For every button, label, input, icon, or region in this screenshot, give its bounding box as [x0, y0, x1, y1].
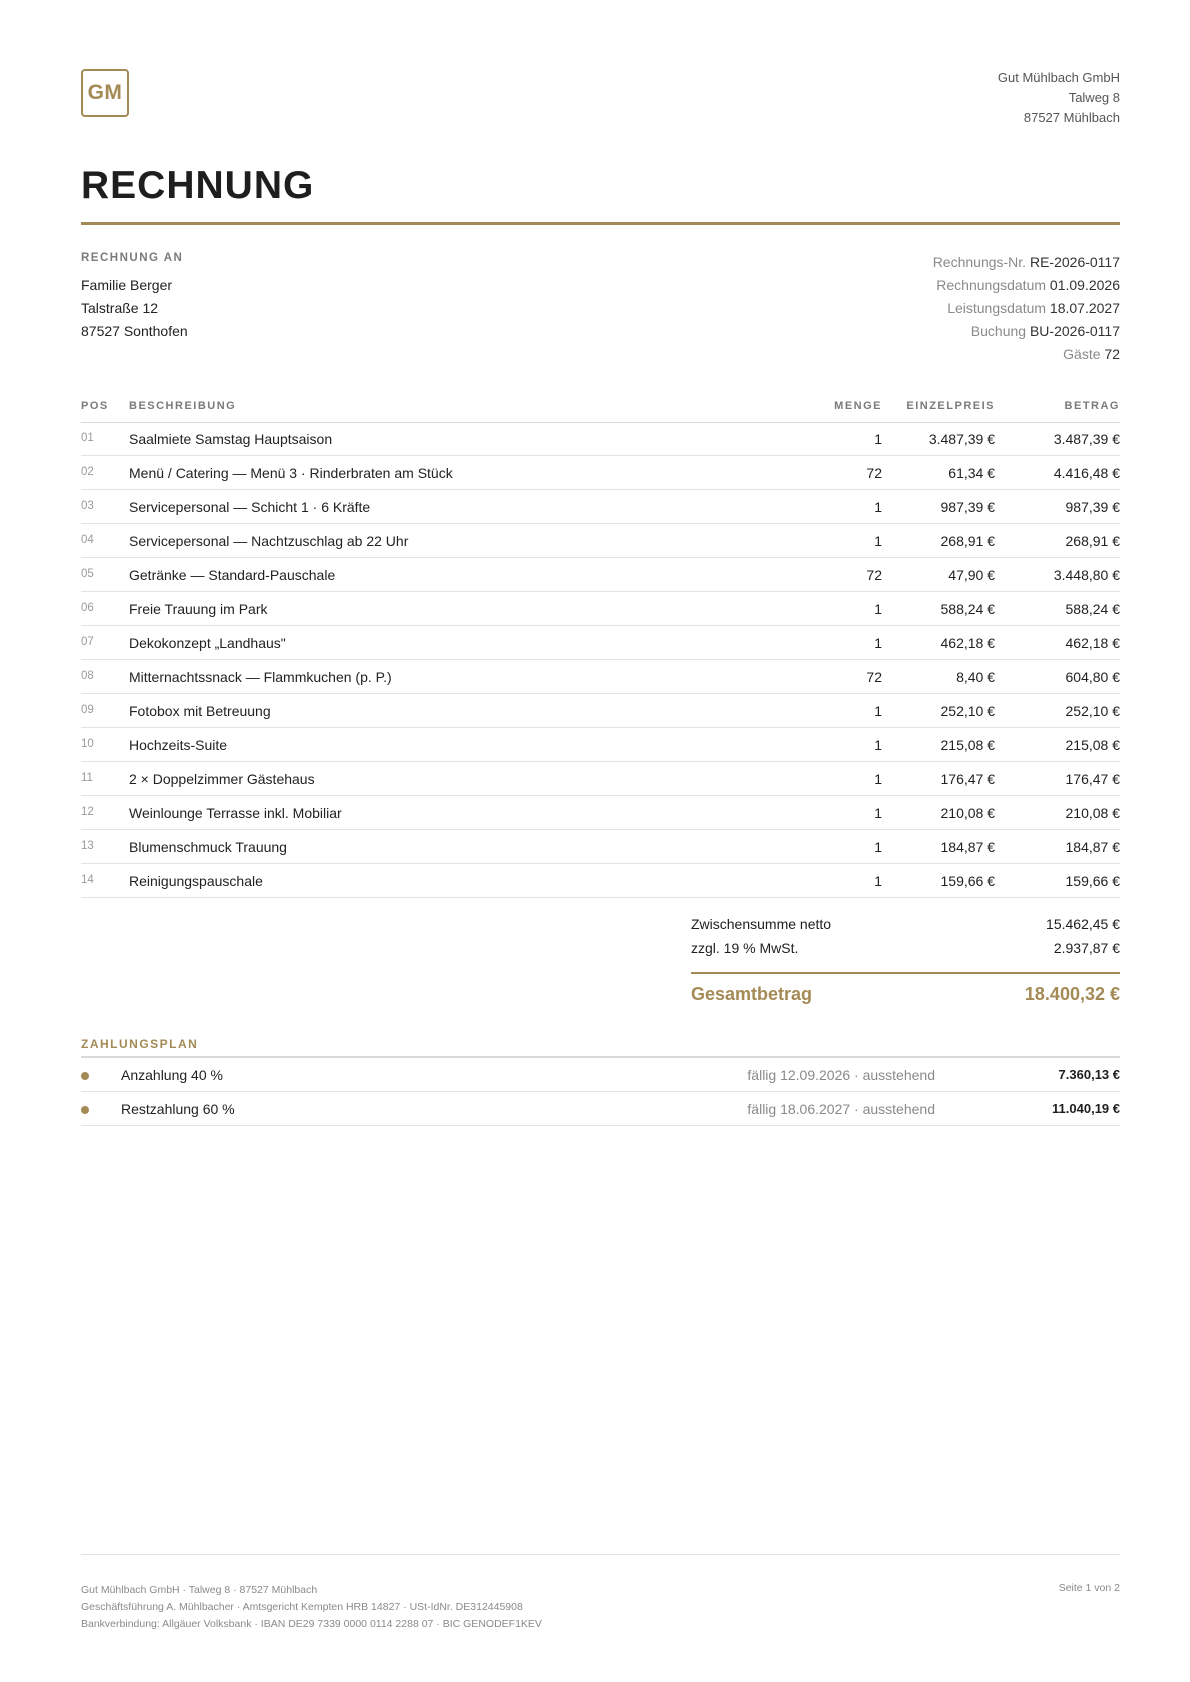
row-description: Mitternachtssnack — Flammkuchen (p. P.)	[129, 669, 392, 685]
row-unit-price: 588,24 €	[940, 601, 995, 617]
title-divider	[81, 222, 1120, 225]
row-pos: 08	[81, 670, 94, 682]
row-description: Servicepersonal — Nachtzuschlag ab 22 Uhr	[129, 533, 409, 549]
bill-to-name: Familie Berger	[81, 277, 173, 293]
row-unit-price: 47,90 €	[948, 567, 995, 583]
meta-key: Leistungsdatum	[947, 300, 1047, 316]
row-amount: 252,10 €	[1065, 703, 1120, 719]
bullet-icon	[81, 1072, 89, 1080]
row-quantity: 1	[874, 601, 882, 617]
row-quantity: 1	[874, 533, 882, 549]
bill-to-block	[81, 252, 188, 343]
payment-plan-list	[81, 1058, 1120, 1126]
meta-key: Rechnungsdatum	[936, 277, 1047, 293]
vat-label: zzgl. 19 % MwSt.	[691, 940, 799, 956]
vat-value: 2.937,87 €	[1053, 940, 1120, 956]
meta-key: Buchung	[970, 323, 1027, 339]
row-pos: 12	[81, 806, 94, 818]
bill-to-street: Talstraße 12	[81, 300, 159, 316]
row-quantity: 1	[874, 635, 882, 651]
table-row	[81, 762, 1120, 796]
row-pos: 04	[81, 534, 94, 546]
subtotal-label: Zwischensumme netto	[691, 916, 832, 932]
document-title: RECHNUNG	[81, 164, 315, 207]
row-unit-price: 61,34 €	[948, 465, 995, 481]
header-description: BESCHREIBUNG	[129, 400, 237, 412]
table-row	[81, 864, 1120, 898]
row-pos: 03	[81, 500, 94, 512]
vat-row	[691, 938, 1120, 962]
items-table-body	[81, 422, 1120, 898]
table-row	[81, 660, 1120, 694]
row-description: 2 × Doppelzimmer Gästehaus	[129, 771, 315, 787]
row-quantity: 1	[874, 703, 882, 719]
row-pos: 13	[81, 840, 94, 852]
table-row	[81, 490, 1120, 524]
row-amount: 159,66 €	[1065, 873, 1120, 889]
sender-city: 87527 Mühlbach	[1023, 110, 1120, 125]
row-description: Dekokonzept „Landhaus"	[129, 635, 286, 651]
row-amount: 588,24 €	[1065, 601, 1120, 617]
row-pos: 10	[81, 738, 94, 750]
row-quantity: 72	[866, 465, 882, 481]
row-description: Menü / Catering — Menü 3 · Rinderbraten am Stück	[129, 465, 453, 481]
table-row	[81, 728, 1120, 762]
meta-value: BU-2026-0117	[1029, 323, 1120, 339]
row-description: Freie Trauung im Park	[129, 601, 268, 617]
row-description: Getränke — Standard-Pauschale	[129, 567, 336, 583]
meta-value: 72	[1104, 346, 1120, 362]
footer-divider	[81, 1554, 1120, 1555]
logo-initials: GM	[87, 81, 123, 104]
row-unit-price: 987,39 €	[940, 499, 995, 515]
row-pos: 07	[81, 636, 94, 648]
table-row	[81, 524, 1120, 558]
meta-invoice-date	[933, 274, 1120, 297]
table-row	[81, 422, 1120, 456]
row-amount: 4.416,48 €	[1053, 465, 1120, 481]
meta-invoice-number	[933, 251, 1120, 274]
company-logo	[81, 69, 129, 117]
row-description: Reinigungspauschale	[129, 873, 263, 889]
row-unit-price: 210,08 €	[940, 805, 995, 821]
table-row	[81, 830, 1120, 864]
row-description: Servicepersonal — Schicht 1 · 6 Kräfte	[129, 499, 371, 515]
row-amount: 184,87 €	[1065, 839, 1120, 855]
row-pos: 06	[81, 602, 94, 614]
payment-amount: 7.360,13 €	[1058, 1067, 1120, 1082]
grand-total-row	[691, 974, 1120, 1008]
page-number: Seite 1 von 2	[1058, 1582, 1120, 1594]
invoice-page	[81, 0, 1120, 1682]
grand-total-value: 18.400,32 €	[1024, 984, 1120, 1004]
row-quantity: 1	[874, 873, 882, 889]
subtotal-value: 15.462,45 €	[1046, 916, 1120, 932]
row-amount: 987,39 €	[1065, 499, 1120, 515]
row-amount: 268,91 €	[1065, 533, 1120, 549]
payment-label: Restzahlung 60 %	[121, 1101, 235, 1117]
row-description: Weinlounge Terrasse inkl. Mobiliar	[129, 805, 342, 821]
meta-value: 18.07.2027	[1049, 300, 1120, 316]
payment-due: fällig 12.09.2026 · ausstehend	[747, 1067, 935, 1083]
table-row	[81, 694, 1120, 728]
row-description: Hochzeits-Suite	[129, 737, 228, 753]
row-quantity: 1	[874, 771, 882, 787]
invoice-meta	[933, 251, 1120, 366]
row-description: Saalmiete Samstag Hauptsaison	[129, 431, 333, 447]
sender-company: Gut Mühlbach GmbH	[997, 70, 1120, 85]
header-unit-price: EINZELPREIS	[906, 400, 995, 412]
payment-plan-title: ZAHLUNGSPLAN	[81, 1037, 199, 1051]
meta-booking	[933, 320, 1120, 343]
row-quantity: 72	[866, 567, 882, 583]
payment-plan-item	[81, 1092, 1120, 1126]
row-amount: 215,08 €	[1065, 737, 1120, 753]
row-pos: 02	[81, 466, 94, 478]
meta-value: 01.09.2026	[1049, 277, 1120, 293]
row-unit-price: 462,18 €	[940, 635, 995, 651]
meta-guests	[933, 343, 1120, 366]
row-unit-price: 176,47 €	[940, 771, 995, 787]
meta-key: Rechnungs-Nr.	[932, 254, 1027, 270]
row-quantity: 1	[874, 737, 882, 753]
row-unit-price: 8,40 €	[956, 669, 995, 685]
table-row	[81, 592, 1120, 626]
table-row	[81, 558, 1120, 592]
footer-line-bank: Bankverbindung: Allgäuer Volksbank · IBAN DE29 7339 0000 0114 2288 07 · BIC GENODEF1KEV	[81, 1618, 542, 1630]
bill-to-city: 87527 Sonthofen	[81, 323, 188, 339]
row-quantity: 1	[874, 805, 882, 821]
row-unit-price: 268,91 €	[940, 533, 995, 549]
header-quantity: MENGE	[834, 400, 882, 412]
row-unit-price: 252,10 €	[940, 703, 995, 719]
table-row	[81, 626, 1120, 660]
row-unit-price: 159,66 €	[940, 873, 995, 889]
row-quantity: 1	[874, 431, 882, 447]
header-amount: BETRAG	[1064, 400, 1120, 412]
payment-due: fällig 18.06.2027 · ausstehend	[747, 1101, 935, 1117]
payment-amount: 11.040,19 €	[1052, 1101, 1120, 1116]
footer-line-company: Gut Mühlbach GmbH · Talweg 8 · 87527 Mühlbach	[81, 1584, 318, 1596]
row-amount: 3.448,80 €	[1053, 567, 1120, 583]
row-description: Fotobox mit Betreuung	[129, 703, 271, 719]
row-pos: 01	[81, 432, 94, 444]
row-quantity: 72	[866, 669, 882, 685]
meta-key: Gäste	[1063, 346, 1101, 362]
row-pos: 11	[81, 772, 93, 784]
row-pos: 09	[81, 704, 94, 716]
row-amount: 176,47 €	[1065, 771, 1120, 787]
table-row	[81, 456, 1120, 490]
payment-label: Anzahlung 40 %	[121, 1067, 223, 1083]
meta-service-date	[933, 297, 1120, 320]
table-row	[81, 796, 1120, 830]
row-unit-price: 215,08 €	[940, 737, 995, 753]
totals-block	[691, 914, 1120, 1008]
row-description: Blumenschmuck Trauung	[129, 839, 287, 855]
row-amount: 462,18 €	[1065, 635, 1120, 651]
items-table-header	[81, 400, 1120, 423]
footer-legal	[81, 1582, 542, 1633]
row-quantity: 1	[874, 839, 882, 855]
row-unit-price: 184,87 €	[940, 839, 995, 855]
grand-total-label: Gesamtbetrag	[691, 984, 813, 1004]
row-pos: 14	[81, 874, 94, 886]
row-amount: 210,08 €	[1065, 805, 1120, 821]
row-amount: 3.487,39 €	[1053, 431, 1120, 447]
footer-line-management: Geschäftsführung A. Mühlbacher · Amtsgericht Kempten HRB 14827 · USt-IdNr. DE312445908	[81, 1601, 523, 1613]
sender-address	[998, 68, 1120, 128]
subtotal-row	[691, 914, 1120, 938]
bullet-icon	[81, 1106, 89, 1114]
payment-plan-item	[81, 1058, 1120, 1092]
meta-value: RE-2026-0117	[1029, 254, 1120, 270]
row-unit-price: 3.487,39 €	[928, 431, 995, 447]
row-amount: 604,80 €	[1065, 669, 1120, 685]
sender-street: Talweg 8	[1068, 90, 1120, 105]
row-pos: 05	[81, 568, 94, 580]
row-quantity: 1	[874, 499, 882, 515]
header-pos: POS	[81, 400, 109, 412]
bill-to-label: RECHNUNG AN	[81, 252, 184, 264]
